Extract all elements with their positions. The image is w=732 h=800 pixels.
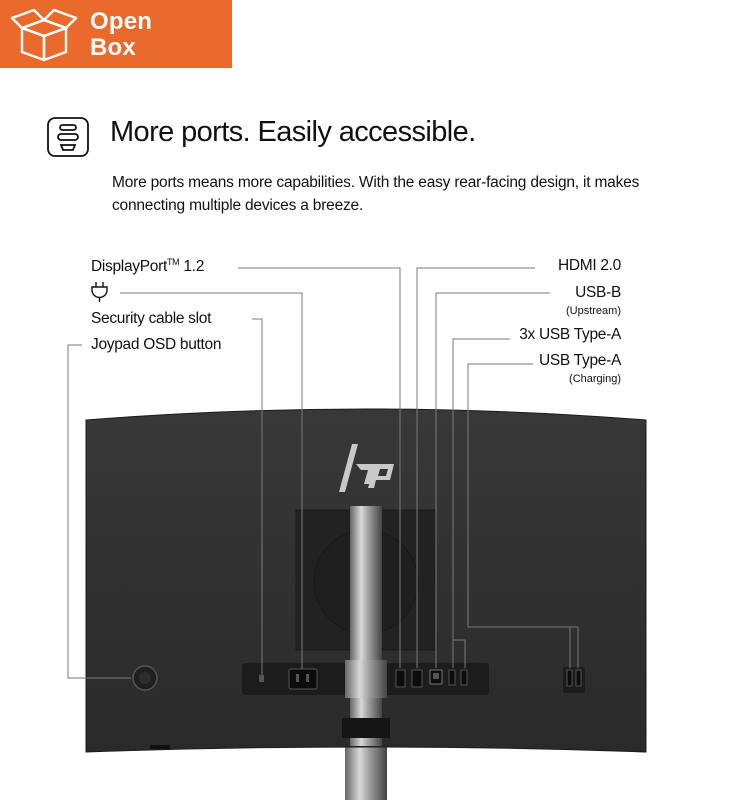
- stand-upper: [350, 506, 382, 746]
- page-title: More ports. Easily accessible.: [110, 116, 476, 148]
- usba-connector-1: [449, 670, 455, 685]
- stand-clamp: [342, 718, 390, 738]
- port-panel-gap: [345, 660, 387, 698]
- badge-line-2: Box: [90, 34, 136, 61]
- label-usba-charging: USB Type-A: [538, 352, 621, 369]
- security-slot: [259, 675, 264, 682]
- page-description: More ports means more capabilities. With the easy rear-facing design, it makes connecting multiple devices a breeze.: [112, 174, 640, 214]
- displayport-version: 1.2: [179, 258, 205, 276]
- side-usb-panel: [563, 667, 585, 693]
- power-connector: [289, 669, 317, 689]
- displayport-text: DisplayPort: [91, 258, 167, 276]
- label-joypad: Joypad OSD button: [91, 336, 222, 353]
- label-usba-3x: 3x USB Type-A: [519, 326, 621, 343]
- label-usba-charging-sub: (Charging): [569, 373, 621, 385]
- label-hdmi: HDMI 2.0: [557, 257, 621, 274]
- hdmi-connector: [412, 670, 422, 687]
- usba-charging-connector-1: [567, 670, 572, 686]
- displayport-tm: TM: [166, 257, 180, 267]
- usba-charging-connector-2: [576, 670, 581, 686]
- displayport-connector: [396, 670, 405, 687]
- badge-line-1: Open: [90, 8, 153, 35]
- label-security-slot: Security cable slot: [91, 310, 212, 327]
- label-usbb: USB-B: [575, 284, 621, 301]
- usba-connector-2: [461, 670, 467, 685]
- label-usbb-sub: (Upstream): [565, 305, 621, 317]
